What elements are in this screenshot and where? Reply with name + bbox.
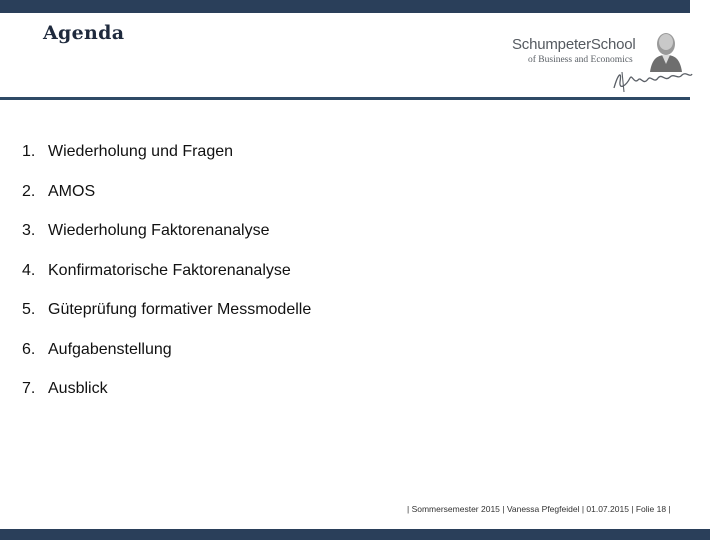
agenda-item-number: 3. <box>22 222 36 239</box>
slide-footer: | Sommersemester 2015 | Vanessa Pfegfeidel | 01.07.2015 | Folie 18 | <box>407 504 671 514</box>
agenda-item-number: 7. <box>22 380 36 397</box>
schumpeter-school-logo <box>508 28 698 96</box>
logo-subtitle: of Business and Economics <box>528 55 633 65</box>
agenda-list <box>22 141 311 418</box>
slide-title: Agenda <box>43 22 125 44</box>
agenda-item-label: Wiederholung und Fragen <box>48 143 234 160</box>
agenda-item-label: Wiederholung Faktorenanalyse <box>48 222 270 239</box>
agenda-item-label: Aufgabenstellung <box>48 340 172 358</box>
agenda-item <box>22 299 311 339</box>
agenda-item <box>22 260 311 300</box>
agenda-item <box>22 378 311 418</box>
agenda-item <box>22 141 311 181</box>
agenda-item-label: AMOS <box>48 182 96 200</box>
bottom-bar <box>0 529 710 540</box>
agenda-item-number: 4. <box>22 261 36 279</box>
agenda-item-label: Güteprüfung formativer Messmodelle <box>48 301 312 318</box>
agenda-item <box>22 339 311 379</box>
signature-image <box>608 64 698 94</box>
logo-name: SchumpeterSchool <box>512 36 636 53</box>
agenda-item-number: 6. <box>22 340 36 358</box>
agenda-item <box>22 181 311 221</box>
header-rule <box>0 97 690 100</box>
agenda-item-number: 5. <box>22 301 36 318</box>
top-bar <box>0 0 690 13</box>
agenda-item-number: 1. <box>22 143 36 160</box>
agenda-item-label: Konfirmatorische Faktorenanalyse <box>48 261 291 279</box>
agenda-item-label: Ausblick <box>48 380 108 397</box>
agenda-item <box>22 220 311 260</box>
agenda-item-number: 2. <box>22 182 36 200</box>
